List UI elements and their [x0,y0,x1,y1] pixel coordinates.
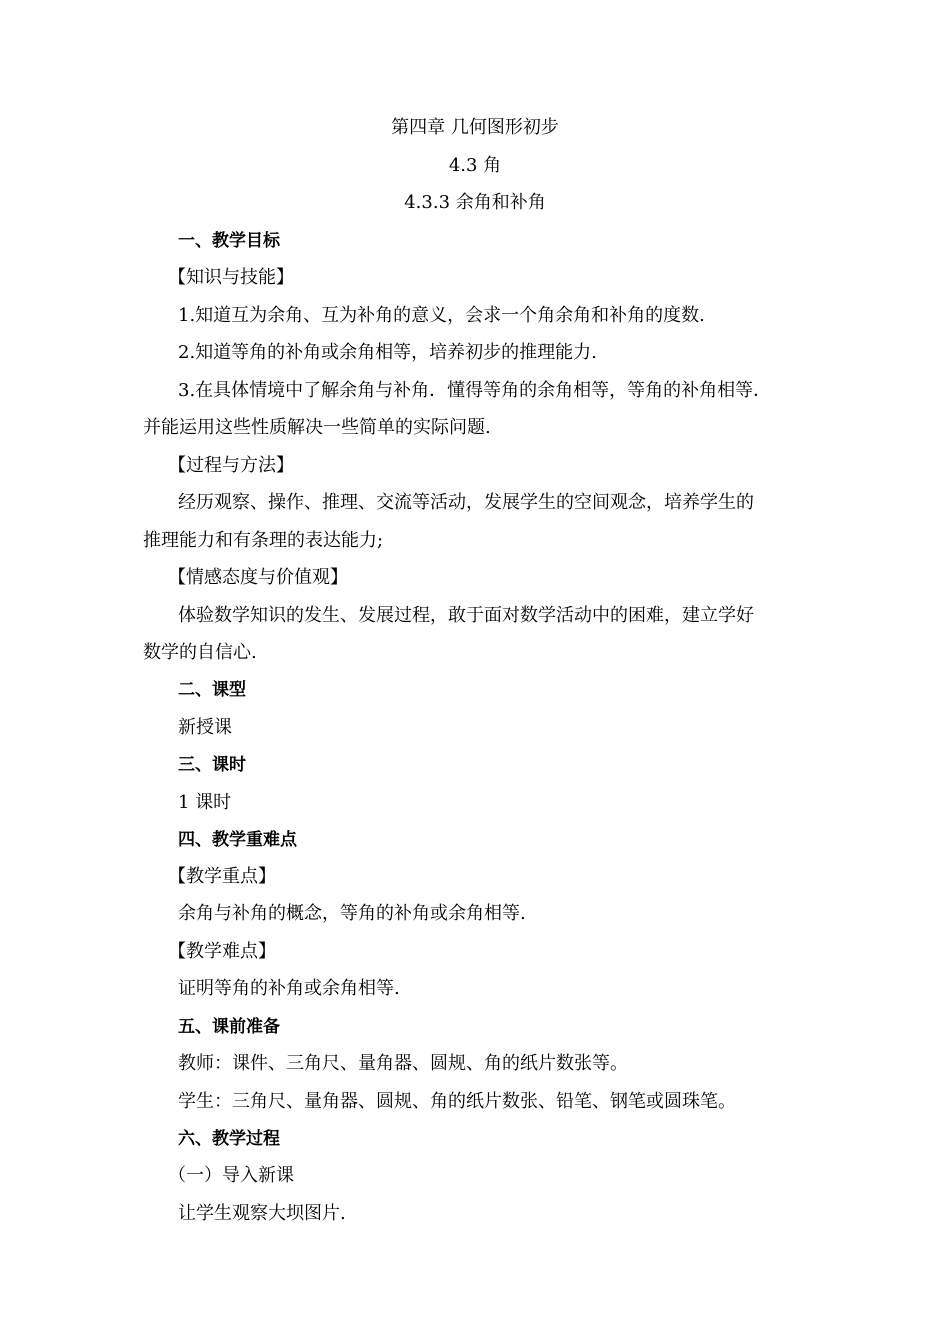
knowledge-item: 3.在具体情境中了解余角与补角．懂得等角的余角相等，等角的补角相等． [178,380,772,401]
emotion-text: 体验数学知识的发生、发展过程，敢于面对数学活动中的困难，建立学好 [178,605,754,626]
label-emotion: 【情感态度与价值观】 [168,567,348,588]
process-text-continued: 推理能力和有条理的表达能力; [143,530,384,551]
heading-type: 二、课型 [178,680,246,700]
label-knowledge: 【知识与技能】 [168,267,294,288]
chapter-title: 第四章 几何图形初步 [391,117,559,138]
heading-key: 四、教学重难点 [178,830,297,850]
focus-content: 余角与补角的概念，等角的补角或余角相等. [178,903,526,924]
heading-hours: 三、课时 [178,755,246,775]
hours-content: 1 课时 [178,792,232,813]
process-step-text: 让学生观察大坝图片. [178,1203,346,1224]
process-step-label: （一）导入新课 [168,1165,294,1186]
knowledge-item-continued: 并能运用这些性质解决一些简单的实际问题. [143,417,491,438]
heading-prep: 五、课前准备 [178,1017,280,1037]
emotion-text-continued: 数学的自信心. [143,642,257,663]
subsection-title: 4.3.3 余角和补角 [404,192,546,213]
section-title: 4.3 角 [448,155,502,176]
prep-student: 学生：三角尺、量角器、圆规、角的纸片数张、铅笔、钢笔或圆珠笔。 [178,1091,736,1112]
heading-process: 六、教学过程 [178,1129,280,1149]
prep-teacher: 教师：课件、三角尺、量角器、圆规、角的纸片数张等。 [178,1053,628,1074]
process-text: 经历观察、操作、推理、交流等活动，发展学生的空间观念，培养学生的 [178,492,754,513]
knowledge-item: 2.知道等角的补角或余角相等，培养初步的推理能力. [178,342,597,363]
label-focus: 【教学重点】 [168,866,276,887]
type-content: 新授课 [178,717,232,738]
heading-goals: 一、教学目标 [178,231,280,251]
difficulty-content: 证明等角的补角或余角相等. [178,978,400,999]
label-process: 【过程与方法】 [168,455,294,476]
label-difficulty: 【教学难点】 [168,941,276,962]
knowledge-item: 1.知道互为余角、互为补角的意义，会求一个角余角和补角的度数. [178,305,705,326]
